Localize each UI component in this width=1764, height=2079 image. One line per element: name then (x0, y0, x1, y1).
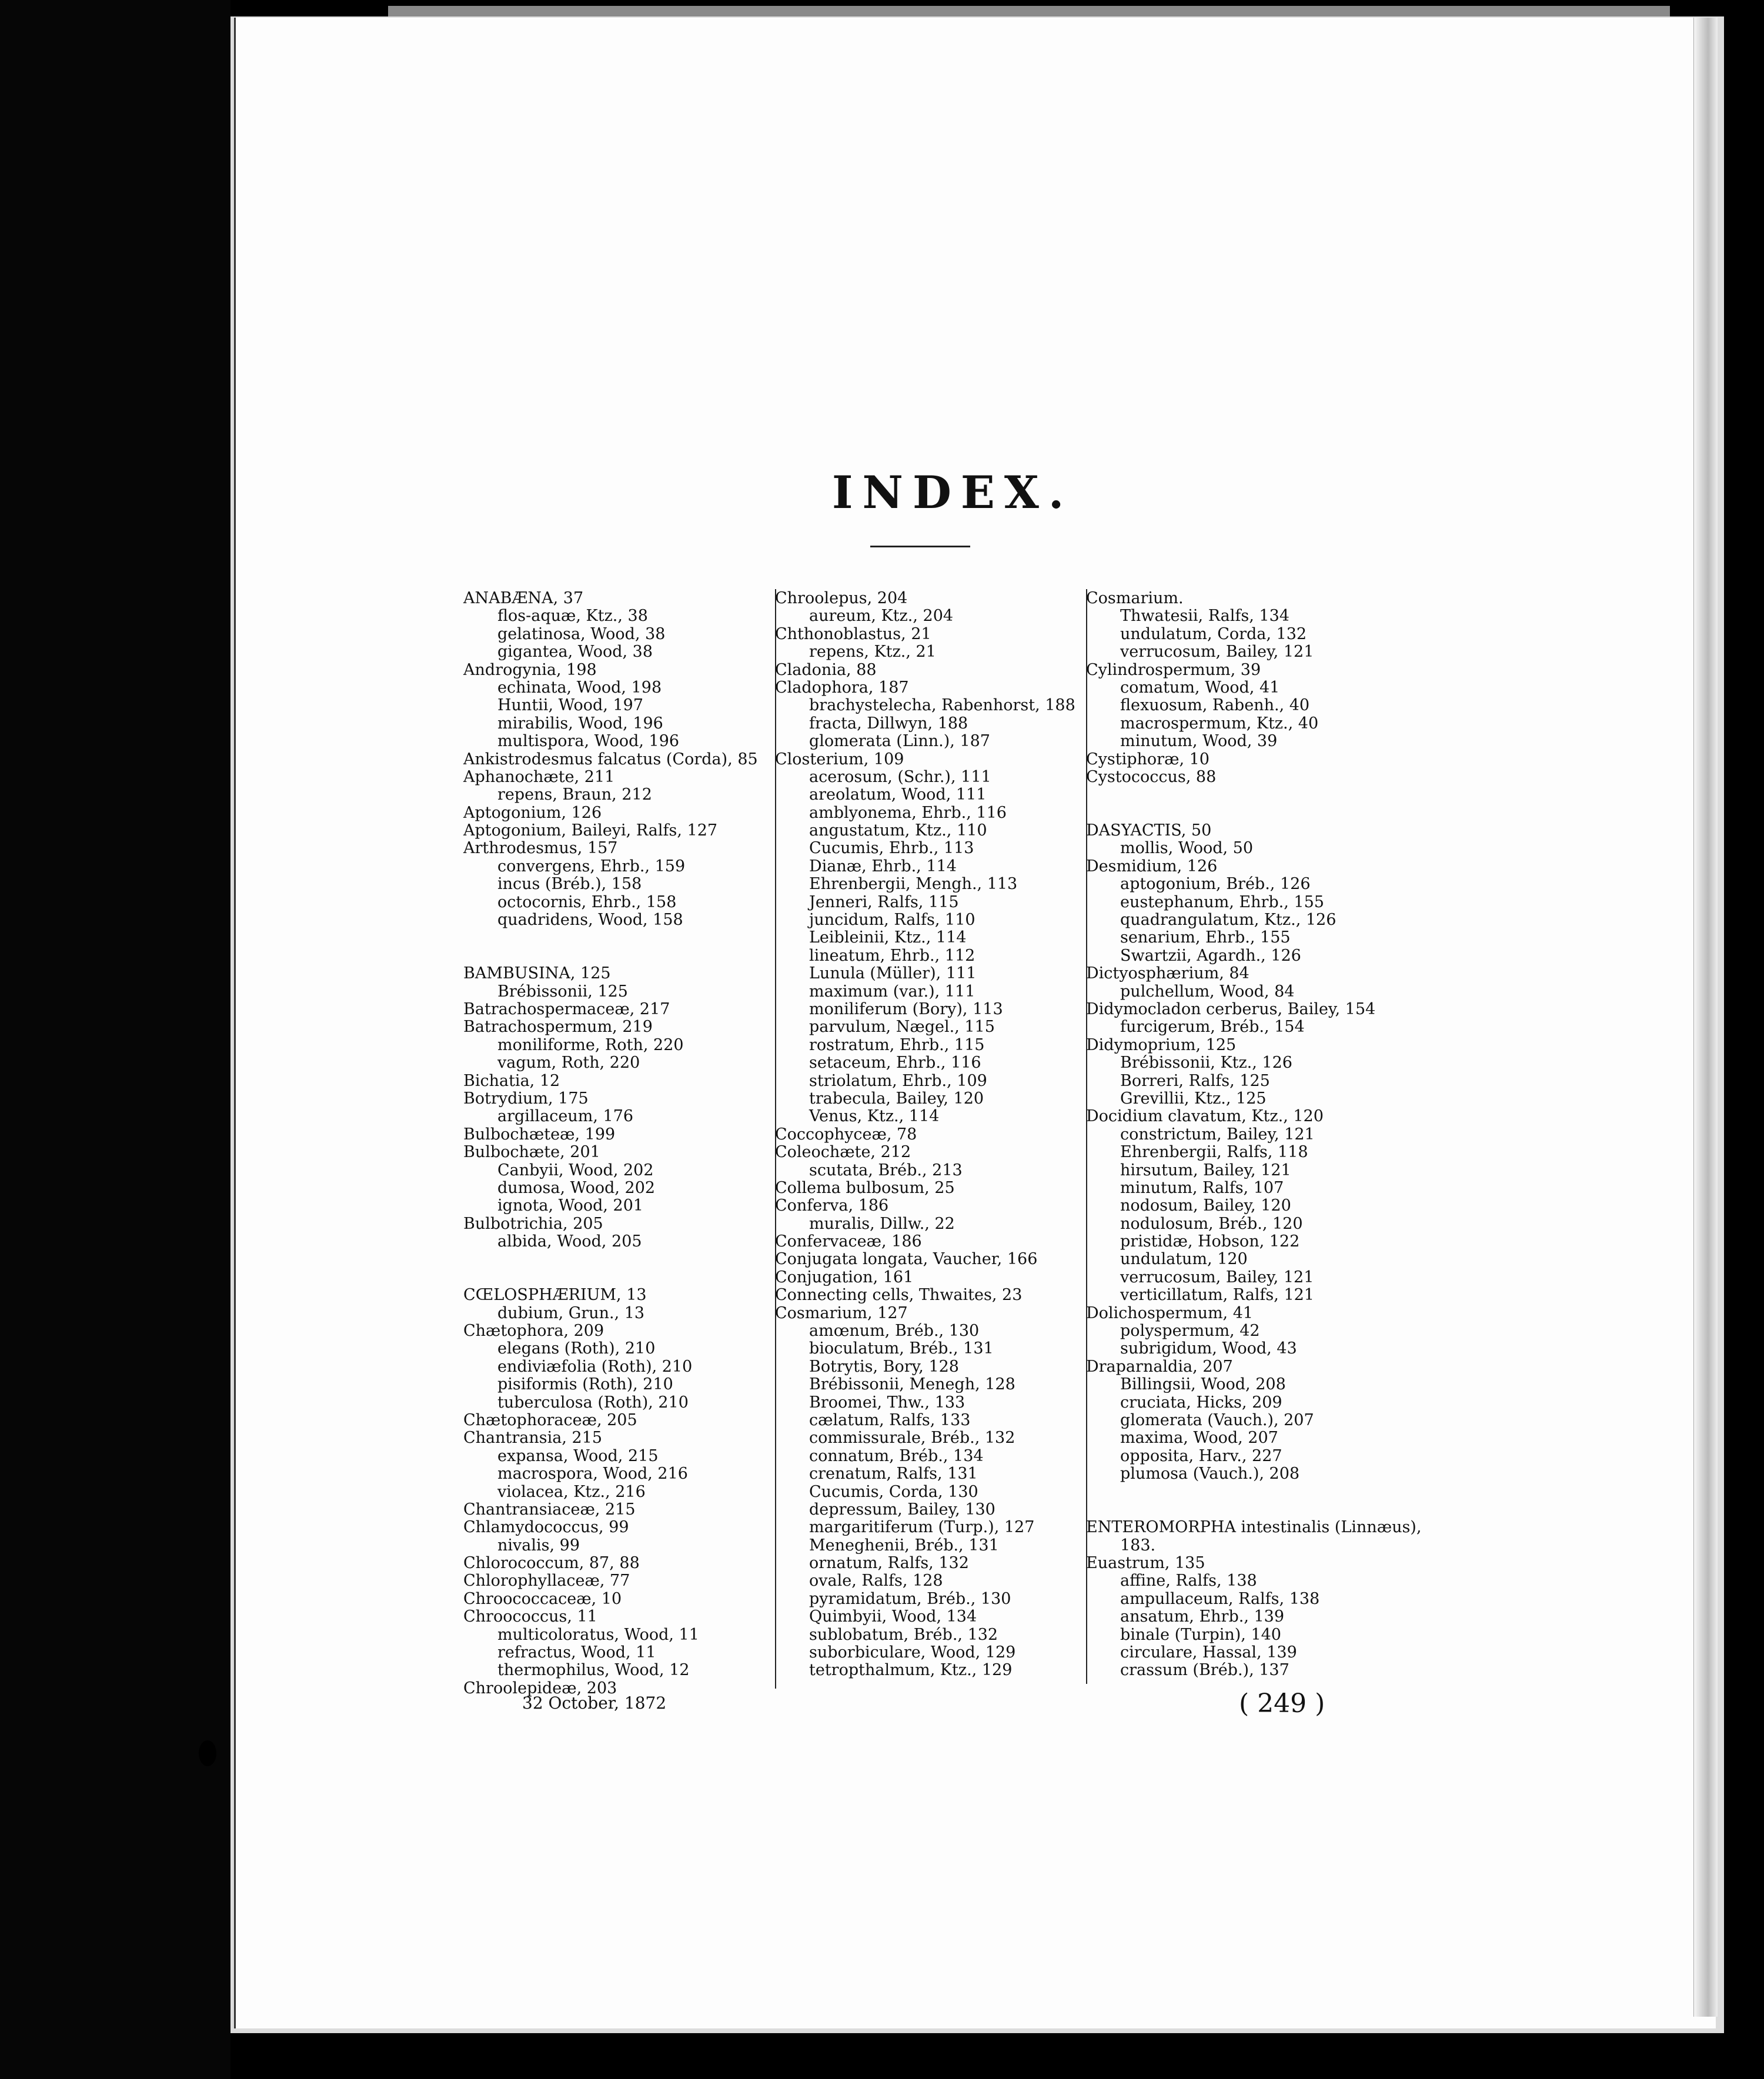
index-subentry: Thwatesii, Ralfs, 134 (1120, 607, 1289, 626)
index-subentry: Botrytis, Bory, 128 (809, 1357, 959, 1376)
index-subentry: Lunula (Müller), 111 (809, 964, 977, 983)
index-subentry: ampullaceum, Ralfs, 138 (1120, 1589, 1320, 1608)
index-subentry: Meneghenii, Bréb., 131 (809, 1536, 999, 1555)
index-subentry: gigantea, Wood, 38 (497, 643, 653, 661)
index-entry: Coccophyceæ, 78 (775, 1125, 917, 1144)
index-subentry: incus (Bréb.), 158 (497, 875, 642, 894)
index-subentry: subrigidum, Wood, 43 (1120, 1339, 1297, 1358)
index-entry: Bulbochæteæ, 199 (463, 1125, 616, 1144)
index-subentry: macrospermum, Ktz., 40 (1120, 714, 1319, 733)
index-entry: Didymocladon cerberus, Bailey, 154 (1086, 1000, 1376, 1018)
index-subentry: repens, Braun, 212 (497, 786, 652, 804)
index-subentry: opposita, Harv., 227 (1120, 1446, 1282, 1465)
index-subentry: fracta, Dillwyn, 188 (809, 714, 968, 733)
index-entry: Euastrum, 135 (1086, 1554, 1205, 1573)
index-subentry: verrucosum, Bailey, 121 (1120, 1268, 1314, 1286)
index-entry: Chroococcus, 11 (463, 1607, 597, 1626)
index-subentry: Jenneri, Ralfs, 115 (809, 893, 959, 911)
index-spacer (463, 1251, 769, 1268)
index-entry: Cladophora, 187 (775, 678, 909, 697)
index-entry: Bulbochæte, 201 (463, 1143, 600, 1162)
index-subentry: dubium, Grun., 13 (497, 1303, 645, 1322)
page-number: ( 249 ) (1239, 1689, 1325, 1719)
index-subentry: crassum (Bréb.), 137 (1120, 1661, 1289, 1680)
index-subentry: verticillatum, Ralfs, 121 (1120, 1286, 1314, 1305)
index-entry: Ankistrodesmus falcatus (Corda), 85 (463, 750, 758, 768)
index-entry: Conferva, 186 (775, 1196, 889, 1215)
index-entry: Cylindrospermum, 39 (1086, 660, 1261, 679)
index-subentry: affine, Ralfs, 138 (1120, 1572, 1257, 1590)
scan-left-margin (0, 0, 230, 2079)
index-subentry: commissurale, Bréb., 132 (809, 1429, 1015, 1448)
index-subentry: mollis, Wood, 50 (1120, 839, 1254, 858)
index-entry: Chroolepideæ, 203 (463, 1679, 617, 1697)
index-entry: Bulbotrichia, 205 (463, 1214, 603, 1233)
index-entry: Aphanochæte, 211 (463, 767, 615, 786)
index-subentry: multicoloratus, Wood, 11 (497, 1625, 699, 1644)
index-spacer (1086, 786, 1392, 804)
index-spacer (463, 1269, 769, 1286)
index-subentry: Ehrenbergii, Ralfs, 118 (1120, 1143, 1308, 1162)
index-entry: Draparnaldia, 207 (1086, 1357, 1233, 1376)
index-entry: Botrydium, 175 (463, 1089, 589, 1108)
index-entry: Confervaceæ, 186 (775, 1232, 922, 1251)
index-subentry: quadridens, Wood, 158 (497, 911, 683, 930)
scan-right-edge (1693, 18, 1718, 2017)
index-subentry: moniliforme, Roth, 220 (497, 1035, 684, 1054)
index-subentry: amœnum, Bréb., 130 (809, 1322, 980, 1341)
index-subentry: repens, Ktz., 21 (809, 643, 936, 661)
index-subentry: pyramidatum, Bréb., 130 (809, 1589, 1011, 1608)
index-entry: Cosmarium, 127 (775, 1303, 908, 1322)
index-subentry: echinata, Wood, 198 (497, 678, 662, 697)
index-subentry: flos-aquæ, Ktz., 38 (497, 607, 648, 626)
index-subentry: comatum, Wood, 41 (1120, 678, 1280, 697)
index-entry: Coleochæte, 212 (775, 1143, 911, 1162)
index-subentry: cruciata, Hicks, 209 (1120, 1393, 1282, 1412)
index-subentry: trabecula, Bailey, 120 (809, 1089, 984, 1108)
index-entry: Chlorococcum, 87, 88 (463, 1554, 640, 1573)
index-subentry: endiviæfolia (Roth), 210 (497, 1357, 693, 1376)
index-entry: Cladonia, 88 (775, 660, 877, 679)
index-entry: Connecting cells, Thwaites, 23 (775, 1286, 1023, 1305)
index-subentry: quadrangulatum, Ktz., 126 (1120, 911, 1337, 930)
index-subentry: albida, Wood, 205 (497, 1232, 642, 1251)
index-subentry: Ehrenbergii, Mengh., 113 (809, 875, 1018, 894)
index-subentry: thermophilus, Wood, 12 (497, 1661, 690, 1680)
index-entry: Desmidium, 126 (1086, 857, 1218, 875)
index-spacer (463, 947, 769, 965)
index-subentry: pulchellum, Wood, 84 (1120, 982, 1295, 1001)
index-entry: Chantransia, 215 (463, 1429, 603, 1448)
index-subentry: Brébissonii, Menegh, 128 (809, 1375, 1015, 1394)
index-subentry: violacea, Ktz., 216 (497, 1482, 646, 1501)
index-subentry: ornatum, Ralfs, 132 (809, 1554, 969, 1573)
index-subentry: gelatinosa, Wood, 38 (497, 624, 666, 643)
index-entry: ANABÆNA, 37 (463, 589, 584, 607)
index-entry: Aptogonium, 126 (463, 803, 602, 822)
binding-blot (199, 1740, 216, 1766)
index-subentry: nivalis, 99 (497, 1536, 580, 1555)
index-subentry: tetropthalmum, Ktz., 129 (809, 1661, 1013, 1680)
index-subentry: nodosum, Bailey, 120 (1120, 1196, 1291, 1215)
index-subentry: dumosa, Wood, 202 (497, 1178, 656, 1197)
index-subentry: plumosa (Vauch.), 208 (1120, 1465, 1300, 1483)
index-entry: Closterium, 109 (775, 750, 904, 768)
index-subentry: Quimbyii, Wood, 134 (809, 1607, 977, 1626)
index-subentry: macrospora, Wood, 216 (497, 1465, 688, 1483)
index-subentry: suborbiculare, Wood, 129 (809, 1643, 1016, 1662)
index-entry: Chlorophyllaceæ, 77 (463, 1572, 630, 1590)
index-subentry: circulare, Hassal, 139 (1120, 1643, 1297, 1662)
index-entry: Chantransiaceæ, 215 (463, 1500, 636, 1519)
index-entry: Androgynia, 198 (463, 660, 597, 679)
title-rule (870, 546, 970, 547)
index-entry: Didymoprium, 125 (1086, 1035, 1237, 1054)
index-subentry: ovale, Ralfs, 128 (809, 1572, 943, 1590)
index-subentry: Brébissonii, 125 (497, 982, 628, 1001)
index-subentry: maxima, Wood, 207 (1120, 1429, 1278, 1448)
index-subentry: Grevillii, Ktz., 125 (1120, 1089, 1267, 1108)
index-subentry: expansa, Wood, 215 (497, 1446, 659, 1465)
scan-top-edge (388, 6, 1670, 16)
index-entry: Conjugation, 161 (775, 1268, 914, 1286)
index-column-3 (1086, 589, 1422, 1680)
index-spacer (1086, 1501, 1392, 1519)
index-subentry: minutum, Ralfs, 107 (1120, 1178, 1284, 1197)
index-subentry: Canbyii, Wood, 202 (497, 1161, 654, 1179)
index-spacer (463, 929, 769, 947)
index-entry: Arthrodesmus, 157 (463, 839, 618, 858)
index-entry: Chroolepus, 204 (775, 589, 908, 607)
index-entry: Docidium clavatum, Ktz., 120 (1086, 1107, 1324, 1126)
index-subentry: rostratum, Ehrb., 115 (809, 1035, 985, 1054)
index-column-1 (463, 590, 769, 1697)
index-subentry: constrictum, Bailey, 121 (1120, 1125, 1315, 1144)
index-subentry: verrucosum, Bailey, 121 (1120, 643, 1314, 661)
index-subentry: depressum, Bailey, 130 (809, 1500, 995, 1519)
index-subentry: Swartzii, Agardh., 126 (1120, 946, 1301, 965)
index-subentry: polyspermum, 42 (1120, 1322, 1260, 1341)
index-subentry: Cucumis, Ehrb., 113 (809, 839, 974, 858)
index-entry: Cosmarium. (1086, 589, 1184, 607)
index-subentry: Venus, Ktz., 114 (809, 1107, 940, 1126)
index-entry: Aptogonium, Baileyi, Ralfs, 127 (463, 821, 718, 840)
index-subentry: mirabilis, Wood, 196 (497, 714, 663, 733)
index-subentry: glomerata (Vauch.), 207 (1120, 1410, 1314, 1429)
page-title: INDEX. (832, 466, 1074, 519)
index-subentry: margaritiferum (Turp.), 127 (809, 1518, 1035, 1537)
index-subentry: aptogonium, Bréb., 126 (1120, 875, 1311, 894)
index-entry: BAMBUSINA, 125 (463, 964, 611, 983)
index-entry: Chætophora, 209 (463, 1322, 604, 1341)
index-subentry: Brébissonii, Ktz., 126 (1120, 1054, 1292, 1072)
index-subentry: moniliferum (Bory), 113 (809, 1000, 1003, 1018)
index-subentry: Broomei, Thw., 133 (809, 1393, 965, 1412)
index-subentry: senarium, Ehrb., 155 (1120, 928, 1291, 947)
index-subentry: binale (Turpin), 140 (1120, 1625, 1281, 1644)
index-subentry: Cucumis, Corda, 130 (809, 1482, 978, 1501)
index-entry: Chætophoraceæ, 205 (463, 1410, 637, 1429)
index-subentry: undulatum, 120 (1120, 1250, 1248, 1269)
index-entry: Conjugata longata, Vaucher, 166 (775, 1250, 1038, 1269)
index-subentry: connatum, Bréb., 134 (809, 1446, 984, 1465)
index-subentry: juncidum, Ralfs, 110 (809, 911, 975, 930)
index-subentry: muralis, Dillw., 22 (809, 1214, 955, 1233)
index-subentry: pristidæ, Hobson, 122 (1120, 1232, 1300, 1251)
index-subentry: acerosum, (Schr.), 111 (809, 767, 991, 786)
index-subentry: Borreri, Ralfs, 125 (1120, 1071, 1270, 1090)
index-entry: DASYACTIS, 50 (1086, 821, 1212, 840)
index-subentry: multispora, Wood, 196 (497, 732, 680, 751)
index-entry: Chroococcaceæ, 10 (463, 1589, 622, 1608)
index-column-2 (775, 590, 1081, 1680)
index-subentry: hirsutum, Bailey, 121 (1120, 1161, 1291, 1179)
index-subentry: eustephanum, Ehrb., 155 (1120, 893, 1324, 911)
signature-line: 32 October, 1872 (522, 1693, 667, 1713)
index-entry: Dictyosphærium, 84 (1086, 964, 1250, 983)
index-subentry: angustatum, Ktz., 110 (809, 821, 987, 840)
index-subentry: bioculatum, Bréb., 131 (809, 1339, 994, 1358)
index-entry: Batrachospermum, 219 (463, 1018, 653, 1037)
index-entry: Chthonoblastus, 21 (775, 624, 931, 643)
index-subentry: scutata, Bréb., 213 (809, 1161, 963, 1179)
index-subentry: lineatum, Ehrb., 112 (809, 946, 975, 965)
index-subentry: pisiformis (Roth), 210 (497, 1375, 673, 1394)
index-subentry: Dianæ, Ehrb., 114 (809, 857, 957, 875)
index-subentry: amblyonema, Ehrb., 116 (809, 803, 1007, 822)
index-subentry: Leibleinii, Ktz., 114 (809, 928, 967, 947)
index-subentry: argillaceum, 176 (497, 1107, 634, 1126)
index-subentry: octocornis, Ehrb., 158 (497, 893, 677, 911)
index-subentry: nodulosum, Bréb., 120 (1120, 1214, 1303, 1233)
index-entry: Chlamydococcus, 99 (463, 1518, 629, 1537)
index-subentry: glomerata (Linn.), 187 (809, 732, 990, 751)
index-subentry: striolatum, Ehrb., 109 (809, 1071, 987, 1090)
index-subentry: vagum, Roth, 220 (497, 1054, 640, 1072)
index-subentry: undulatum, Corda, 132 (1120, 624, 1307, 643)
index-entry: Dolichospermum, 41 (1086, 1303, 1254, 1322)
index-subentry: maximum (var.), 111 (809, 982, 975, 1001)
index-subentry: 183. (1120, 1536, 1156, 1555)
index-subentry: parvulum, Nægel., 115 (809, 1018, 995, 1037)
index-subentry: cælatum, Ralfs, 133 (809, 1410, 971, 1429)
index-entry: CŒLOSPHÆRIUM, 13 (463, 1286, 647, 1305)
index-subentry: Huntii, Wood, 197 (497, 696, 644, 715)
index-entry: Collema bulbosum, 25 (775, 1178, 955, 1197)
index-entry: ENTEROMORPHA intestinalis (Linnæus), (1086, 1518, 1422, 1537)
index-subentry: elegans (Roth), 210 (497, 1339, 656, 1358)
edge-mark (1738, 563, 1761, 574)
index-subentry: minutum, Wood, 39 (1120, 732, 1278, 751)
index-spacer (1086, 804, 1392, 822)
index-entry: Batrachospermaceæ, 217 (463, 1000, 670, 1018)
index-subentry: sublobatum, Bréb., 132 (809, 1625, 998, 1644)
index-subentry: brachystelecha, Rabenhorst, 188 (809, 696, 1075, 715)
index-subentry: ansatum, Ehrb., 139 (1120, 1607, 1285, 1626)
index-subentry: areolatum, Wood, 111 (809, 786, 987, 804)
index-subentry: crenatum, Ralfs, 131 (809, 1465, 978, 1483)
index-entry: Bichatia, 12 (463, 1071, 560, 1090)
index-spacer (1086, 1483, 1392, 1501)
index-subentry: setaceum, Ehrb., 116 (809, 1054, 981, 1072)
index-subentry: tuberculosa (Roth), 210 (497, 1393, 689, 1412)
index-subentry: refractus, Wood, 11 (497, 1643, 656, 1662)
index-subentry: convergens, Ehrb., 159 (497, 857, 686, 875)
index-subentry: ignota, Wood, 201 (497, 1196, 644, 1215)
index-subentry: flexuosum, Rabenh., 40 (1120, 696, 1310, 715)
index-subentry: furcigerum, Bréb., 154 (1120, 1018, 1305, 1037)
index-entry: Cystococcus, 88 (1086, 767, 1217, 786)
index-subentry: Billingsii, Wood, 208 (1120, 1375, 1286, 1394)
index-subentry: aureum, Ktz., 204 (809, 607, 954, 626)
index-entry: Cystiphoræ, 10 (1086, 750, 1210, 768)
